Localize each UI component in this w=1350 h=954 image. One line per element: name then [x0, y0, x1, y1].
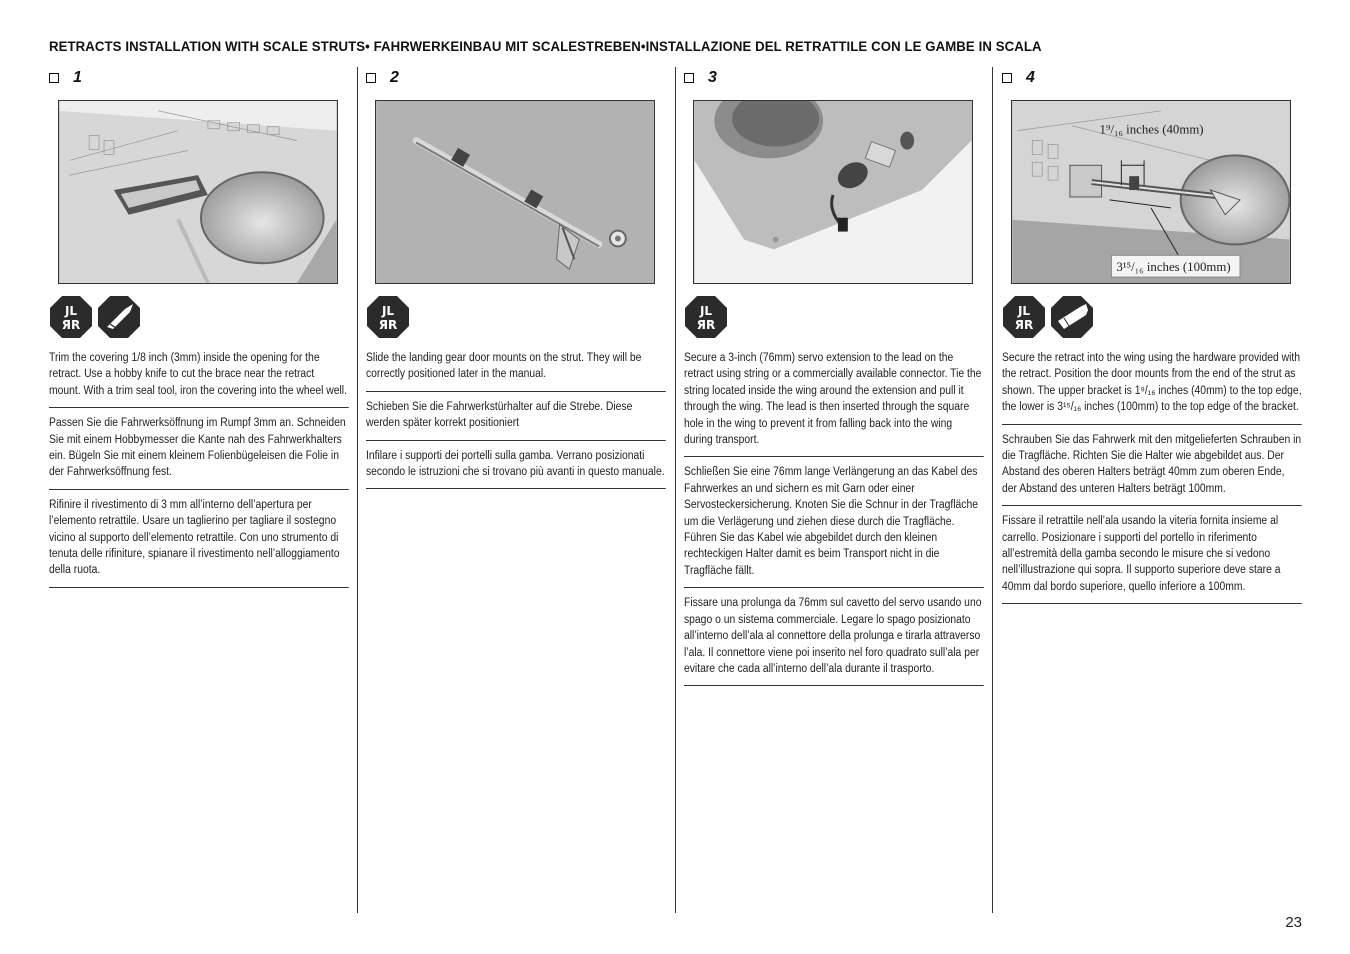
step-4-header	[1002, 69, 1035, 87]
svg-text:JL: JL	[1017, 304, 1031, 318]
step-3-photo	[693, 100, 973, 284]
jl-rr-icon	[684, 295, 728, 339]
step-3-text-de: Schließen Sie eine 76mm lange Verlängerung an das Kabel des Fahrwerkes an und sichern es mit Garn oder einer Servosteckersicherung. Knoten Sie die Schnur in der Tragfläche um die Verlägerung und ziehen diese durch die Tragfläche. Führen Sie das Kabel wie abgebildet durch den kleinen rechteckigen Halter damit es beim Transport nicht in die Tragfläche fällt.	[684, 464, 984, 588]
step-3-number: 3	[708, 69, 717, 86]
step-3-icons	[684, 295, 728, 339]
upper-bracket-distance-label: 1⁹/₁₆ inches (40mm)	[1099, 122, 1204, 137]
step-3-column	[684, 67, 984, 913]
page-number: 23	[1285, 914, 1302, 931]
svg-text:ЯR: ЯR	[378, 318, 398, 332]
retract-installed-photo	[1012, 101, 1290, 283]
step-4-text-de: Schrauben Sie das Fahrwerk mit den mitgelieferten Schrauben in die Tragfläche. Richten Sie die Halter wie abgebildet aus. Der Abstand des oberen Halters beträgt 40mm zum oberen Ende, der Abstand des unteren Halters beträgt 100mm.	[1002, 432, 1302, 507]
step-2-column	[366, 67, 666, 913]
step-4-text-en: Secure the retract into the wing using the hardware provided with the retract. Position the door mounts from the end of the strut as shown. The upper bracket is 1⁹/₁₆ inches (40mm) to the top edge, the lower is 3¹⁵/₁₆ inches (100mm) to the top edge of the bracket.	[1002, 350, 1302, 425]
step-1-checkbox[interactable]	[49, 73, 59, 83]
step-2-header	[366, 69, 399, 87]
step-1-icons	[49, 295, 141, 339]
step-2-text-de: Schieben Sie die Fahrwerkstürhalter auf die Strebe. Diese werden später korrekt positioniert	[366, 399, 666, 441]
step-2-checkbox[interactable]	[366, 73, 376, 83]
step-4-icons	[1002, 295, 1094, 339]
column-divider	[357, 67, 358, 913]
svg-text:ЯR: ЯR	[696, 318, 716, 332]
jl-rr-icon	[366, 295, 410, 339]
svg-text:JL: JL	[699, 304, 713, 318]
step-2-photo	[375, 100, 655, 284]
step-3-checkbox[interactable]	[684, 73, 694, 83]
step-4-photo	[1011, 100, 1291, 284]
step-1-text-it: Rifinire il rivestimento di 3 mm all’interno dell’apertura per l’elemento retrattile. Usare un taglierino per tagliare il sostegno vicino al supporto dell’elemento retrattile. Con uno strumento di tenuta delle rifiniture, spianare il rivestimento nell’alloggiamento della ruota.	[49, 497, 349, 588]
step-1-number: 1	[73, 69, 82, 86]
step-3-header	[684, 69, 717, 87]
step-1-text-de: Passen Sie die Fahrwerksöffnung im Rumpf 3mm an. Schneiden Sie mit einem Hobbymesser die Kante nah des Fahrwerkhalters ein. Bügeln Sie mit einem kleinem Folienbügeleisen die Folie in der Fahrwerksöffnung fest.	[49, 415, 349, 490]
svg-text:ЯR: ЯR	[1014, 318, 1034, 332]
step-3-text-en: Secure a 3-inch (76mm) servo extension to the lead on the retract using string or a commercially available connector. Tie the string located inside the wing around the extension and pull it through the wing. The lead is then inserted through the square hole in the wing to prevent it from falling back into the wing during transport.	[684, 350, 984, 457]
svg-text:ЯR: ЯR	[61, 318, 81, 332]
column-divider	[992, 67, 993, 913]
hobby-knife-icon	[97, 295, 141, 339]
step-1-photo	[58, 100, 338, 284]
step-2-text-it: Infilare i supporti dei portelli sulla gamba. Verrano posizionati secondo le istruzioni che si trovano più avanti in questo manuale.	[366, 448, 666, 490]
svg-text:JL: JL	[64, 304, 78, 318]
column-divider	[675, 67, 676, 913]
step-4-checkbox[interactable]	[1002, 73, 1012, 83]
page-title: RETRACTS INSTALLATION WITH SCALE STRUTS• FAHRWERKEINBAU MIT SCALESTREBEN•INSTALLAZIONE DEL RETRATTILE CON LE GAMBE IN SCALA	[49, 39, 1042, 55]
jl-rr-icon	[49, 295, 93, 339]
step-2-number: 2	[390, 69, 399, 86]
step-4-number: 4	[1026, 69, 1035, 86]
wing-wheel-well-photo	[59, 101, 337, 283]
step-2-icons	[366, 295, 410, 339]
jl-rr-icon	[1002, 295, 1046, 339]
step-1-header	[49, 69, 82, 87]
adhesive-tube-icon	[1050, 295, 1094, 339]
step-1-text-en: Trim the covering 1/8 inch (3mm) inside the opening for the retract. Use a hobby knife to cut the brace near the retract mount. With a trim seal tool, iron the covering into the wheel well.	[49, 350, 349, 408]
step-4-text-it: Fissare il retrattile nell’ala usando la viteria fornita insieme al carrello. Posizionare i supporti del portello in riferimento all’estremità della gamba secondo le misure che si vedono nell’illustrazione qui sopra. Il supporto superiore deve stare a 40mm dal bordo superiore, quello inferiore a 100mm.	[1002, 513, 1302, 604]
wing-lead-photo	[694, 101, 972, 283]
strut-photo	[376, 101, 654, 283]
step-4-column	[1002, 67, 1302, 913]
step-2-text-en: Slide the landing gear door mounts on the strut. They will be correctly positioned later in the manual.	[366, 350, 666, 392]
svg-text:JL: JL	[381, 304, 395, 318]
step-1-column	[49, 67, 349, 913]
lower-bracket-distance-label: 3¹⁵/₁₆ inches (100mm)	[1116, 260, 1231, 275]
step-3-text-it: Fissare una prolunga da 76mm sul cavetto del servo usando uno spago o un sistema commerciale. Legare lo spago posizionato all’interno dell’ala al connettore della prolunga e tirarla attraverso l’ala. Il connettore viene poi inserito nel foro quadrato sull’ala per evitare che cada all’interno dell’ala durante il trasporto.	[684, 595, 984, 686]
